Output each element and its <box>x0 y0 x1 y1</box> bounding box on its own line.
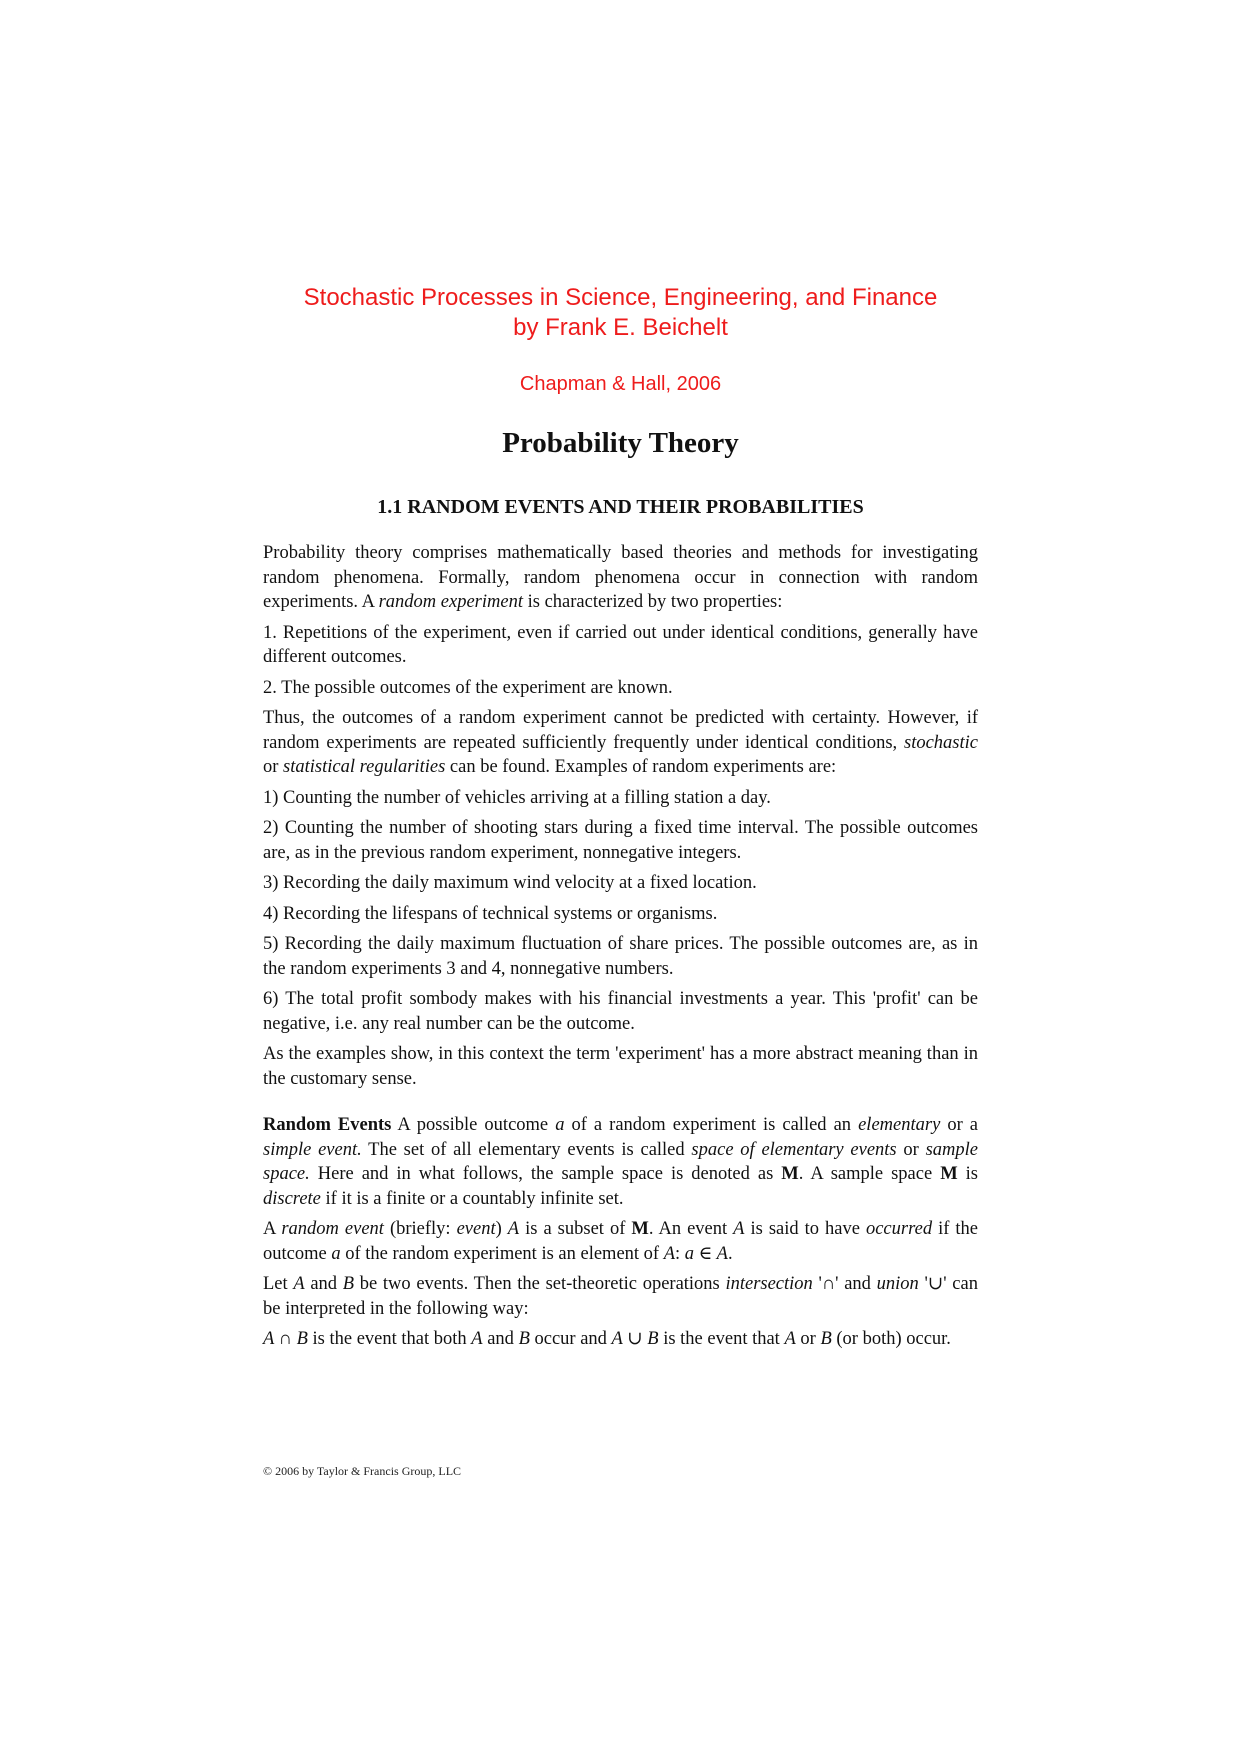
book-title: Stochastic Processes in Science, Engineering, and Finance <box>303 284 938 311</box>
regularities-paragraph: Thus, the outcomes of a random experiment cannot be predicted with certainty. However, if random experiments are repeated sufficiently frequently under identical conditions, stochastic or statistical regularities can be found. Examples of random experiments are: <box>263 708 978 777</box>
term-sample-space: sample space. <box>263 1139 979 1184</box>
membership-expression: a ∈ A <box>684 1243 728 1264</box>
publisher-line: Chapman & Hall, 2006 <box>519 373 722 395</box>
set-operations-paragraph: Let A and B be two events. Then the set-theoretic operations intersection '∩' and union '∪' can be interpreted in the following way: <box>263 1274 978 1319</box>
example-5: 5) Recording the daily maximum fluctuation of share prices. The possible outcomes are, as in the random experiments 3 and 4, nonnegative numbers. <box>263 934 978 979</box>
random-event-definition: A random event (briefly: event) A is a subset of M. An event A is said to have occurred if the outcome a of the random experiment is an element of A: a ∈ A. <box>263 1219 978 1264</box>
term-simple-event: simple event. <box>263 1139 362 1160</box>
intersection-expression: A ∩ B <box>263 1329 308 1349</box>
body-text <box>263 541 978 1358</box>
random-events-paragraph: Random Events A possible outcome a of a random experiment is called an elementary or a simple event. The set of all elementary events is called space of elementary events or sample space. Here and in what follows, the sample space is denoted as M. A sample space M is discrete if it is a finite or a countably infinite set. <box>263 1115 979 1209</box>
union-expression: A ∪ B <box>611 1329 659 1349</box>
example-2: 2) Counting the number of shooting stars during a fixed time interval. The possible outcomes are, as in the previous random experiment, nonnegative integers. <box>263 818 978 863</box>
example-4: 4) Recording the lifespans of technical systems or organisms. <box>263 903 718 924</box>
book-author: by Frank E. Beichelt <box>513 314 728 341</box>
random-events-heading: Random Events <box>263 1115 392 1135</box>
term-statistical-regularities: statistical regularities <box>283 757 446 777</box>
intersection-union-paragraph: A ∩ B is the event that both A and B occur and A ∪ B is the event that A or B (or both) occur. <box>263 1329 951 1349</box>
term-space-elementary-events: space of elementary events <box>691 1139 897 1160</box>
term-event: event <box>456 1219 496 1239</box>
section-heading: 1.1 RANDOM EVENTS AND THEIR PROBABILITIES <box>377 496 864 518</box>
term-stochastic: stochastic <box>904 732 978 753</box>
term-random-experiment: random experiment <box>378 592 523 612</box>
term-elementary: elementary <box>858 1115 941 1135</box>
property-1: 1. Repetitions of the experiment, even if carried out under identical conditions, generally have different outcomes. <box>263 622 978 667</box>
footer-copyright: © 2006 by Taylor & Francis Group, LLC <box>263 1464 462 1478</box>
term-intersection: intersection <box>725 1274 813 1294</box>
property-2: 2. The possible outcomes of the experiment are known. <box>263 677 673 698</box>
example-3: 3) Recording the daily maximum wind velocity at a fixed location. <box>263 873 757 893</box>
example-1: 1) Counting the number of vehicles arriving at a filling station a day. <box>263 787 771 808</box>
term-union: union <box>876 1274 919 1294</box>
example-6: 6) The total profit sombody makes with his financial investments a year. This 'profit' can be negative, i.e. any real number can be the outcome. <box>263 989 978 1034</box>
chapter-title: Probability Theory <box>502 427 739 459</box>
term-occurred: occurred <box>865 1219 933 1239</box>
term-random-event: random event <box>281 1219 384 1239</box>
closing-paragraph: As the examples show, in this context the term 'experiment' has a more abstract meaning than in the customary sense. <box>263 1044 978 1089</box>
intro-paragraph: Probability theory comprises mathematically based theories and methods for investigating random phenomena. Formally, random phenomena occur in connection with random experiments. A random experiment is characterized by two properties: <box>263 543 978 612</box>
term-discrete: discrete <box>263 1188 321 1209</box>
